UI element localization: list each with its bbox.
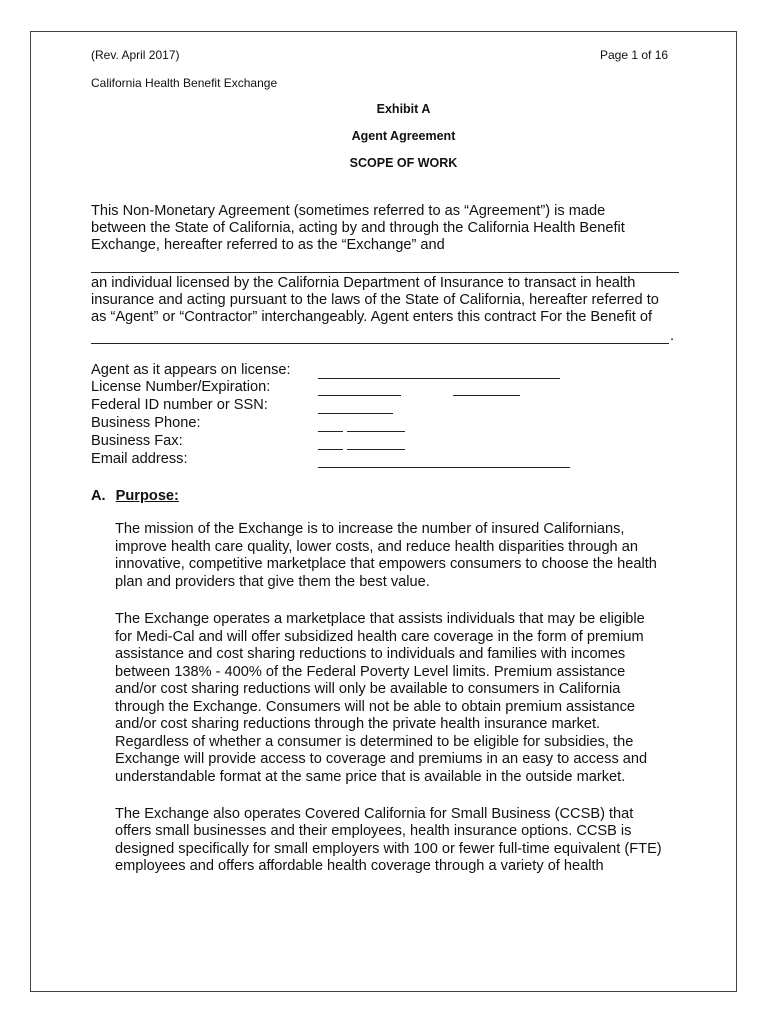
section-title: Purpose: (115, 488, 179, 504)
exhibit-title: Exhibit A (376, 102, 431, 116)
page-number: Page 1 of 16 (600, 48, 669, 62)
paragraph-line: for Medi-Cal and will offer subsidized health care coverage in the form of premium (115, 629, 644, 645)
paragraph-line: The Exchange also operates Covered California for Small Business (CCSB) that (115, 806, 634, 822)
paragraph-line: between 138% - 400% of the Federal Poverty Level limits. Premium assistance (115, 664, 626, 680)
field-label-agent-name: Agent as it appears on license: (91, 362, 291, 378)
phone-area-code-blank[interactable] (318, 431, 343, 432)
field-label-federal-id: Federal ID number or SSN: (91, 397, 268, 413)
section-letter: A. (91, 488, 106, 504)
paragraph-line: plan and providers that give them the best value. (115, 574, 430, 590)
paragraph-line: The Exchange operates a marketplace that assists individuals that may be eligible (115, 611, 645, 627)
intro-line: Exchange, hereafter referred to as the “Exchange” and (91, 237, 445, 253)
paragraph-line: and/or cost sharing reductions through the private health insurance market. (115, 716, 601, 732)
license-expiration-blank[interactable] (453, 395, 520, 396)
intro-continuation-line: insurance and acting pursuant to the laws of the State of California, hereafter referred to (91, 292, 659, 308)
paragraph-line: innovative, competitive marketplace that empowers consumers to choose the health (115, 556, 657, 572)
fax-area-code-blank[interactable] (318, 449, 343, 450)
paragraph-line: Exchange will provide access to coverage and premiums in an easy to access and (115, 751, 648, 767)
end-period: . (670, 328, 675, 344)
paragraph-line: understandable format at the same price that is available in the outside market. (115, 769, 626, 785)
benefit-of-blank[interactable] (91, 343, 669, 344)
paragraph-line: Regardless of whether a consumer is determined to be eligible for subsidies, the (115, 734, 634, 750)
paragraph-line: The mission of the Exchange is to increase the number of insured Californians, (115, 521, 625, 537)
intro-continuation-line: as “Agent” or “Contractor” interchangeably. Agent enters this contract For the Benefit of (91, 309, 653, 325)
fax-number-blank[interactable] (347, 449, 405, 450)
intro-line: This Non-Monetary Agreement (sometimes referred to as “Agreement”) is made (91, 203, 606, 219)
paragraph-line: improve health care quality, lower costs, and reduce health disparities through an (115, 539, 638, 555)
field-label-business-phone: Business Phone: (91, 415, 201, 431)
scope-title: SCOPE OF WORK (349, 156, 458, 170)
field-label-business-fax: Business Fax: (91, 433, 183, 449)
email-blank[interactable] (318, 467, 570, 468)
paragraph-line: assistance and cost sharing reductions to individuals and families with incomes (115, 646, 626, 662)
paragraph-line: and/or cost sharing reductions will only be available to consumers in California (115, 681, 621, 697)
document-page (30, 31, 737, 992)
organization-name: California Health Benefit Exchange (91, 76, 278, 90)
paragraph-line: through the Exchange. Consumers will not be able to obtain premium assistance (115, 699, 635, 715)
paragraph-line: employees and offers affordable health coverage through a variety of health (115, 858, 604, 874)
agent-name-blank[interactable] (318, 378, 560, 379)
phone-number-blank[interactable] (347, 431, 405, 432)
federal-id-blank[interactable] (318, 413, 393, 414)
agreement-title: Agent Agreement (351, 129, 456, 143)
revision-date: (Rev. April 2017) (91, 48, 180, 62)
field-label-license: License Number/Expiration: (91, 379, 271, 395)
intro-continuation-line: an individual licensed by the California Department of Insurance to transact in health (91, 275, 636, 291)
intro-line: between the State of California, acting by and through the California Health Benefit (91, 220, 625, 236)
field-label-email: Email address: (91, 451, 188, 467)
paragraph-line: designed specifically for small employers with 100 or fewer full-time equivalent (FTE) (115, 841, 662, 857)
paragraph-line: offers small businesses and their employees, health insurance options. CCSB is (115, 823, 632, 839)
license-number-blank[interactable] (318, 395, 401, 396)
section-a-heading (91, 488, 179, 505)
contractor-name-blank[interactable] (91, 272, 679, 273)
